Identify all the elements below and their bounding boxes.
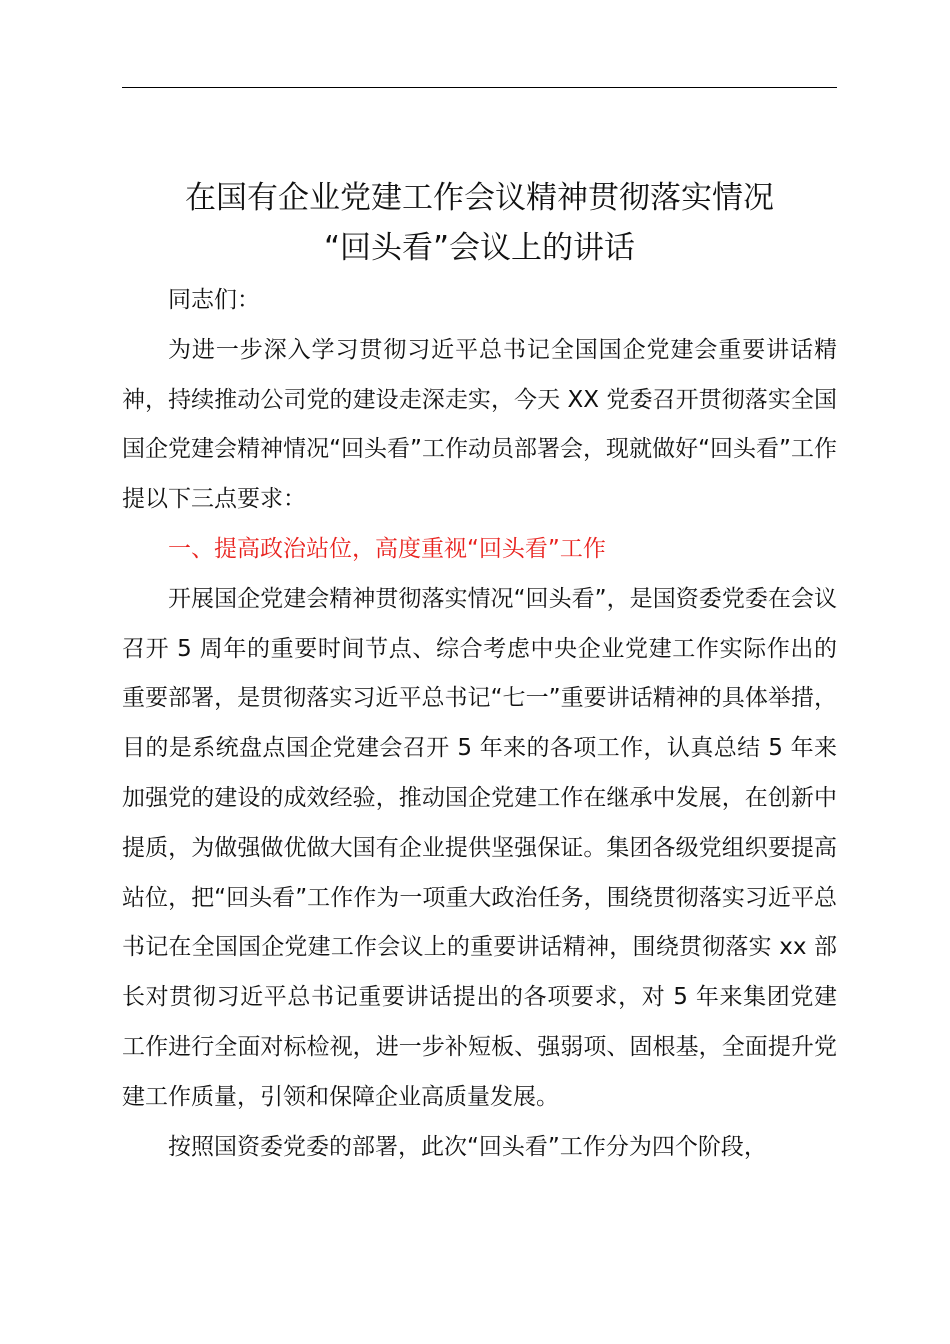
- section-1-heading: 一、提高政治站位，高度重视“回头看”工作: [168, 535, 606, 562]
- title-line-1: 在国有企业党建工作会议精神贯彻落实情况: [185, 179, 774, 216]
- document-title: [122, 173, 837, 273]
- section-1-paragraph: 开展国企党建会精神贯彻落实情况“回头看”，是国资委党委在会议召开 5 周年的重要时间节点、综合考虑中央企业党建工作实际作出的重要部署，是贯彻落实习近平总书记“七一”重要讲话精神的具体举措，目的是系统盘点国企党建会召开 5 年来的各项工作，认真总结 5 年来加强党的建设的成效经验，推动国企党建工作在继承中发展，在创新中提质，为做强做优做大国有企业提供坚强保证。集团各级党组织要提高站位，把“回头看”工作作为一项重大政治任务，围绕贯彻落实习近平总书记在全国国企党建工作会议上的重要讲话精神，围绕贯彻落实 xx 部长对贯彻习近平总书记重要讲话提出的各项要求，对 5 年来集团党建工作进行全面对标检视，进一步补短板、强弱项、固根基，全面提升党建工作质量，引领和保障企业高质量发展。: [122, 585, 837, 1110]
- intro-paragraph: 为进一步深入学习贯彻习近平总书记全国国企党建会重要讲话精神，持续推动公司党的建设走深走实，今天 XX 党委召开贯彻落实全国国企党建会精神情况“回头看”工作动员部署会，现就做好“回头看”工作提以下三点要求：: [122, 336, 837, 513]
- header-rule: [122, 87, 837, 88]
- section-1-paragraph-2: 按照国资委党委的部署，此次“回头看”工作分为四个阶段，: [168, 1133, 767, 1160]
- salutation: 同志们：: [168, 287, 260, 313]
- title-line-2: “回头看”会议上的讲话: [323, 229, 636, 266]
- document-body: [122, 276, 837, 1172]
